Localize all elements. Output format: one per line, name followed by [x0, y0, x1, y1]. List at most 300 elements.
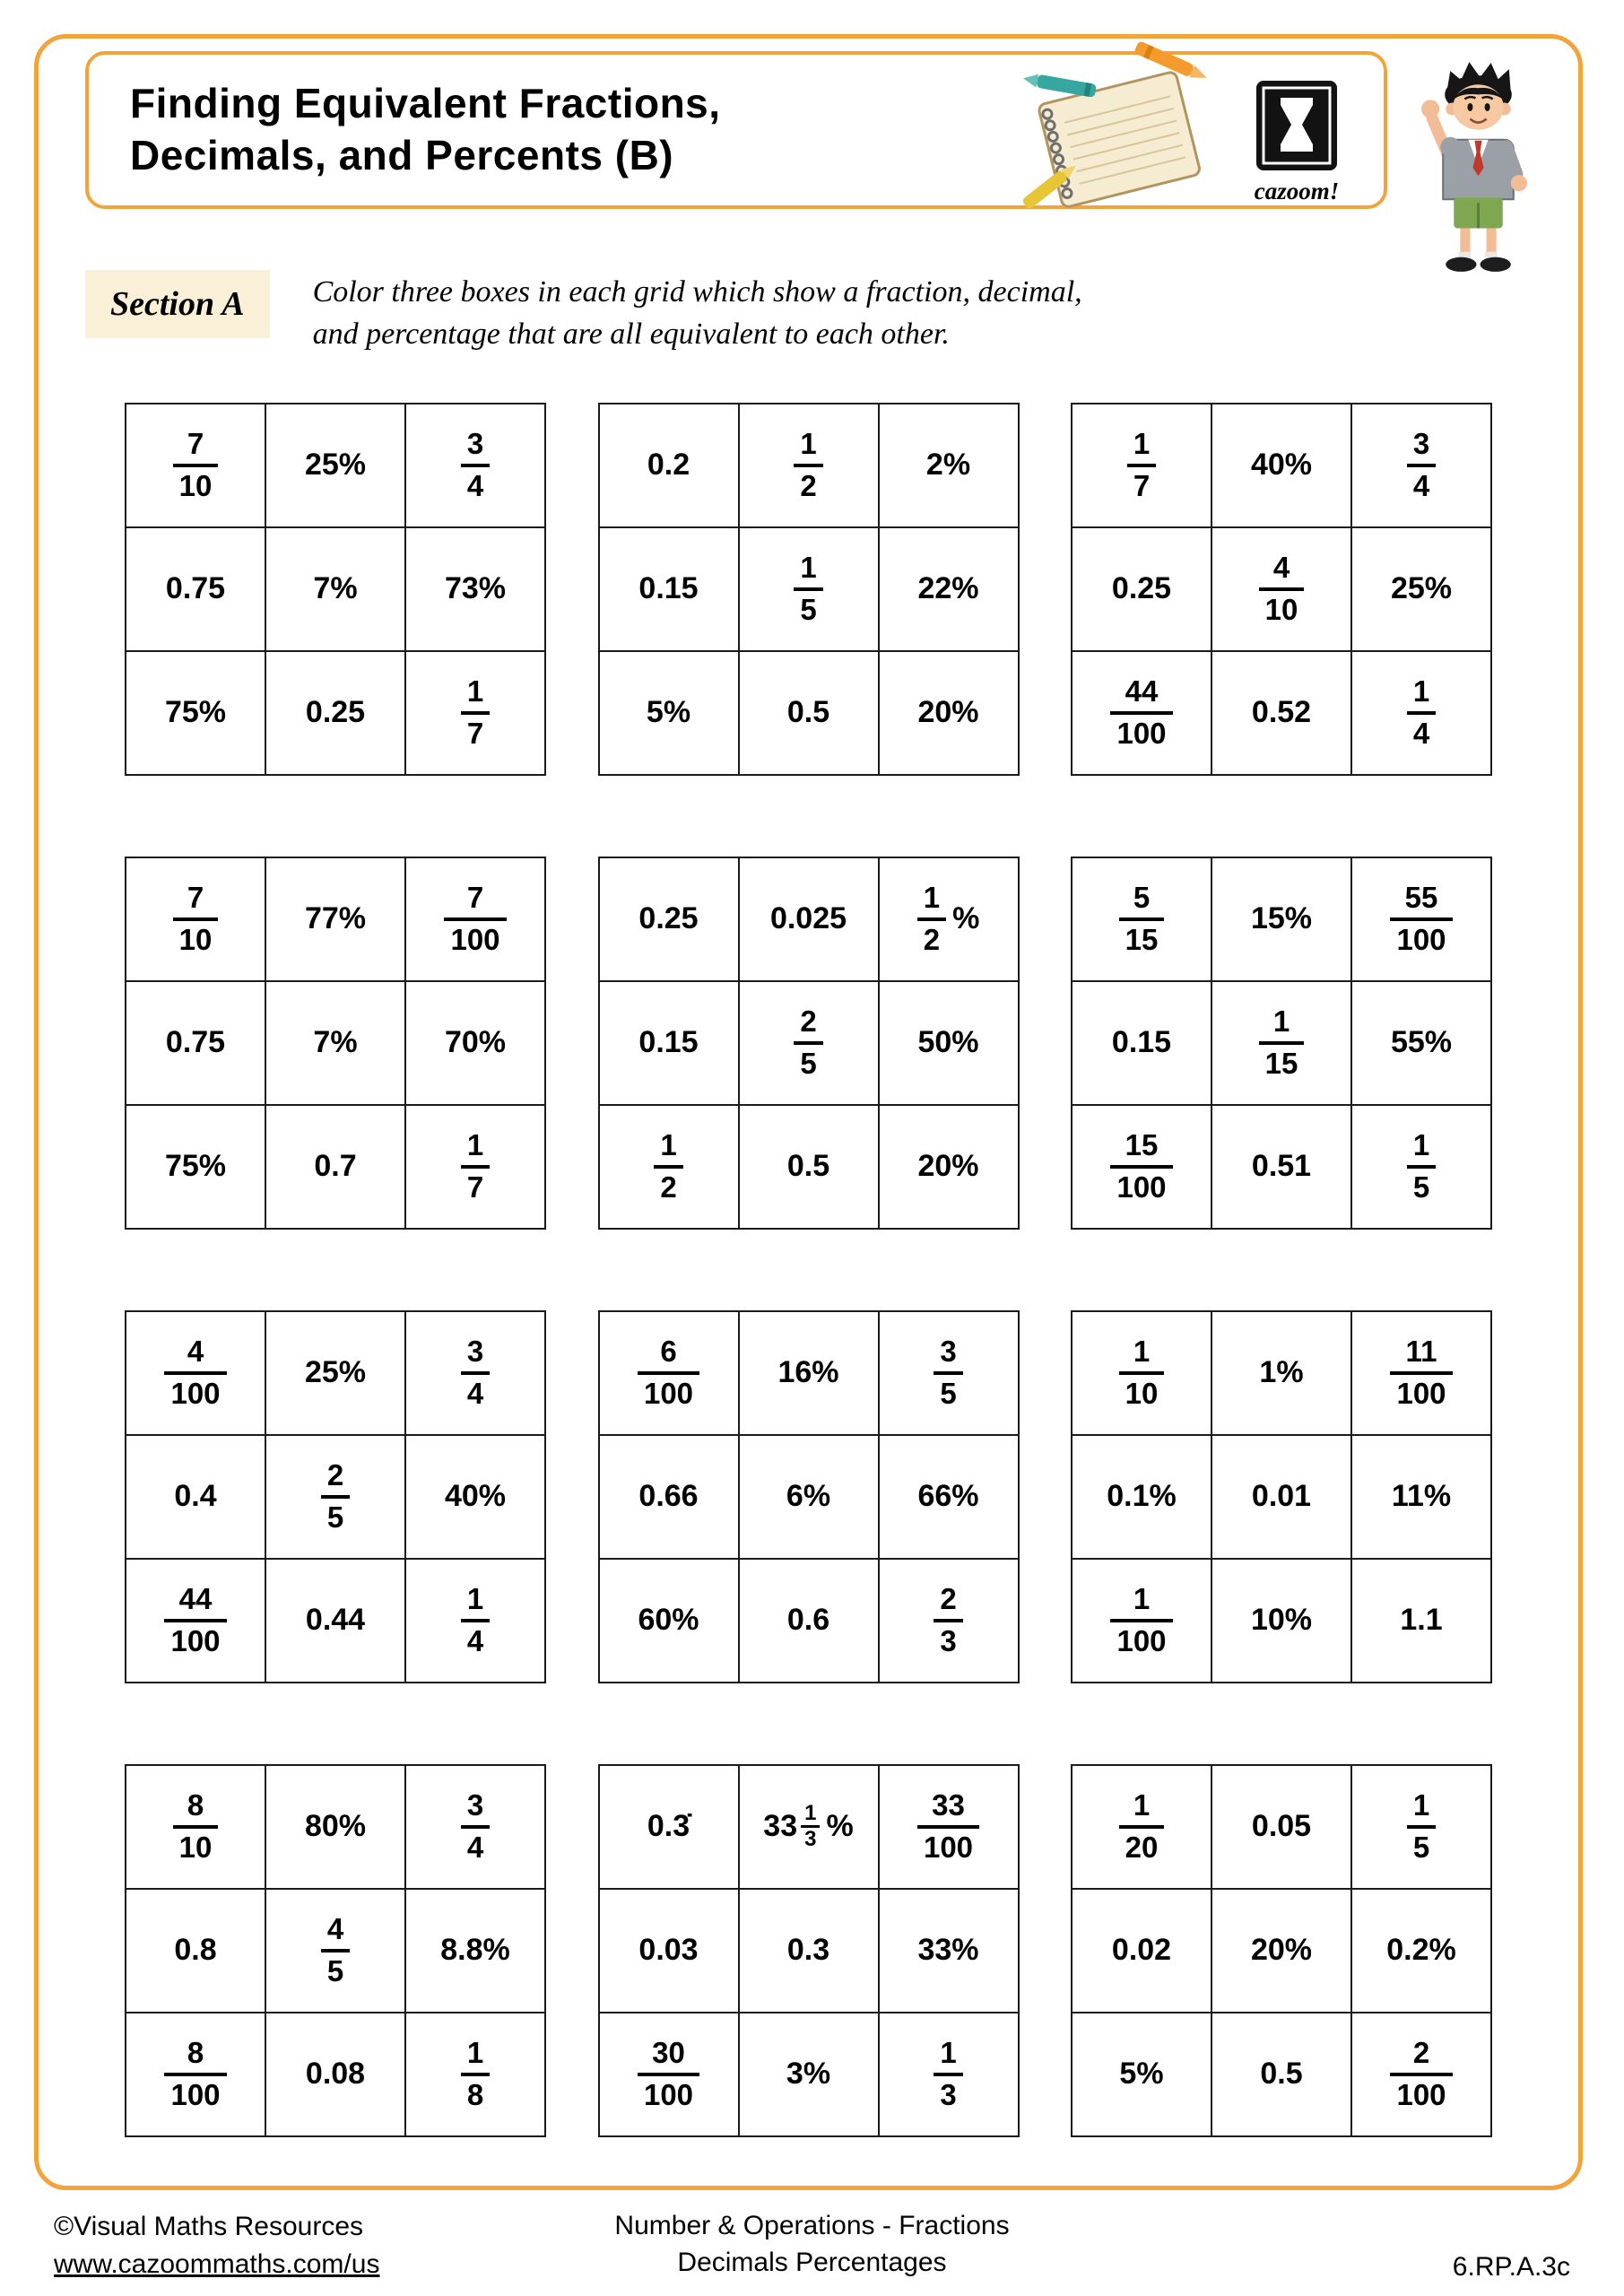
cazoom-logo-icon — [1255, 80, 1338, 171]
fraction — [917, 1789, 979, 1865]
grid-cell[interactable] — [740, 404, 880, 528]
grid-cell[interactable] — [266, 1890, 406, 2013]
grid-cell[interactable] — [1212, 404, 1352, 528]
fraction — [794, 552, 822, 627]
grid-cell[interactable] — [1073, 1560, 1212, 1683]
fraction-numerator: 1 — [1412, 1127, 1430, 1161]
fraction-numerator: 2 — [800, 1004, 817, 1038]
grid-cell[interactable] — [740, 1766, 880, 1890]
cell-text: 1% — [1259, 1355, 1304, 1390]
grid-cell[interactable] — [266, 858, 406, 982]
cell-text: 0.08 — [305, 2057, 366, 2092]
cazoom-logo — [1244, 80, 1350, 205]
grid-cell[interactable] — [1212, 1436, 1352, 1560]
grid-cell[interactable] — [126, 858, 266, 982]
cell-text: 50% — [917, 1025, 979, 1060]
worksheet-grid — [1071, 857, 1492, 1230]
cell-text: 20% — [1250, 1933, 1313, 1968]
cell-text: 3% — [786, 2057, 831, 2092]
grid-cell[interactable] — [1352, 652, 1492, 776]
grid-cell[interactable] — [1212, 652, 1352, 776]
fraction-numerator: 1 — [466, 674, 484, 708]
grid-cell[interactable] — [880, 1106, 1020, 1230]
fraction — [164, 2037, 226, 2112]
cell-text: 0.01 — [1251, 1479, 1312, 1514]
cell-text: 60% — [638, 1603, 699, 1638]
fraction — [1110, 1583, 1172, 1658]
worksheet-grid — [598, 403, 1020, 776]
fraction — [173, 428, 219, 503]
fraction-denominator: 2 — [923, 922, 941, 956]
grid-cell[interactable] — [1212, 858, 1352, 982]
fraction-denominator: 4 — [1412, 468, 1430, 502]
fraction-numerator: 3 — [466, 1787, 484, 1822]
cell-text: 0.15 — [638, 571, 699, 606]
grid-cell[interactable] — [740, 858, 880, 982]
cell-text: 0.15 — [1111, 1025, 1172, 1060]
grid-cell[interactable] — [266, 652, 406, 776]
grid-cell[interactable] — [600, 528, 740, 652]
grid-cell[interactable] — [1073, 982, 1212, 1106]
fraction — [461, 428, 490, 503]
cell-text: 0.25 — [638, 901, 699, 936]
copyright-text: ©Visual Maths Resources — [54, 2212, 364, 2241]
fraction — [801, 1800, 820, 1852]
fraction — [173, 882, 219, 957]
grid-cell[interactable] — [740, 2013, 880, 2137]
fraction-denominator: 15 — [1125, 922, 1159, 956]
grid-cell[interactable] — [740, 528, 880, 652]
grid-cell[interactable] — [740, 1560, 880, 1683]
grid-cell[interactable] — [406, 2013, 546, 2137]
grid-cell[interactable] — [740, 1312, 880, 1436]
grid-cell[interactable] — [266, 1766, 406, 1890]
fraction-denominator: 100 — [170, 1623, 221, 1657]
cell-text: 11% — [1391, 1479, 1452, 1514]
fraction — [461, 675, 490, 751]
fraction-numerator: 1 — [1272, 1004, 1290, 1038]
grid-cell[interactable] — [1073, 404, 1212, 528]
fraction-denominator: 100 — [1396, 922, 1446, 956]
grid-cell[interactable] — [600, 1766, 740, 1890]
grid-cell[interactable] — [406, 528, 546, 652]
fraction-numerator: 44 — [1125, 674, 1159, 708]
fraction-numerator: 2 — [940, 1581, 957, 1615]
fraction-denominator: 3 — [940, 1623, 957, 1657]
grid-cell[interactable] — [266, 528, 406, 652]
worksheet-grid — [125, 403, 546, 776]
grid-cell[interactable] — [406, 858, 546, 982]
cell-text: 0.44 — [305, 1603, 366, 1638]
grid-cell[interactable] — [1212, 1312, 1352, 1436]
worksheet-grid — [598, 1310, 1020, 1683]
fraction-denominator: 5 — [940, 1376, 957, 1410]
cell-text: 7% — [313, 571, 358, 606]
fraction-denominator: 4 — [466, 1623, 484, 1657]
fraction-numerator: 8 — [187, 2035, 204, 2069]
grid-cell[interactable] — [600, 982, 740, 1106]
grid-cell[interactable] — [600, 652, 740, 776]
fraction — [164, 1583, 226, 1658]
grid-cell[interactable] — [1073, 1890, 1212, 2013]
fraction — [461, 1335, 490, 1411]
grid-cell[interactable] — [1352, 1106, 1492, 1230]
fraction-numerator: 30 — [652, 2035, 685, 2069]
fraction-numerator: 1 — [800, 426, 817, 460]
grid-cell[interactable] — [1073, 1106, 1212, 1230]
grid-cell[interactable] — [740, 1436, 880, 1560]
grid-cell[interactable] — [126, 1560, 266, 1683]
fraction-denominator: 100 — [923, 1830, 974, 1864]
grid-cell[interactable] — [1352, 1560, 1492, 1683]
fraction — [638, 1335, 699, 1411]
footer-topic-line1: Number & Operations - Fractions — [614, 2211, 1010, 2240]
grid-cell[interactable] — [880, 1312, 1020, 1436]
cell-text: 33% — [917, 1933, 979, 1968]
fraction-numerator: 6 — [660, 1334, 677, 1368]
page-border — [34, 34, 1583, 2190]
fraction-numerator: 1 — [923, 880, 941, 914]
cell-text: 5% — [1119, 2057, 1164, 2092]
fraction-numerator: 1 — [1412, 1787, 1430, 1822]
grid-cell[interactable] — [406, 1436, 546, 1560]
fraction-numerator: 1 — [1412, 674, 1430, 708]
grid-cell[interactable] — [880, 1560, 1020, 1683]
fraction — [444, 882, 506, 957]
header — [39, 39, 1578, 247]
cell-text: 0.8 — [174, 1933, 217, 1968]
grid-cell[interactable] — [266, 982, 406, 1106]
cell-pre-text: 33 — [763, 1809, 798, 1844]
fraction — [461, 1583, 490, 1658]
crayon-teal-icon — [1022, 72, 1097, 98]
standard-code: 6.RP.A.3c — [1452, 2252, 1570, 2282]
footer — [34, 2208, 1590, 2283]
fraction-numerator: 4 — [187, 1334, 204, 1368]
grid-cell[interactable] — [406, 1312, 546, 1436]
fraction — [1407, 675, 1436, 751]
cell-text: 0.3 — [786, 1933, 830, 1968]
grid-cell[interactable] — [1352, 528, 1492, 652]
fraction-denominator: 100 — [450, 922, 500, 956]
grid-cell[interactable] — [1352, 1436, 1492, 1560]
grid-cell[interactable] — [406, 1106, 546, 1230]
cell-text: 0.5 — [786, 695, 830, 730]
fraction — [461, 1789, 490, 1865]
fraction-denominator: 100 — [643, 1376, 694, 1410]
cell-text: 0.3̇ — [647, 1809, 690, 1844]
fraction-denominator: 10 — [1125, 1376, 1159, 1410]
grid-cell[interactable] — [406, 1560, 546, 1683]
grid-cell[interactable] — [126, 2013, 266, 2137]
grid-cell[interactable] — [126, 652, 266, 776]
fraction-numerator: 1 — [940, 2035, 957, 2069]
grid-cell[interactable] — [406, 1890, 546, 2013]
grid-cell[interactable] — [406, 404, 546, 528]
fraction — [934, 1583, 962, 1658]
fraction-denominator: 5 — [326, 1500, 344, 1534]
grid-cell[interactable] — [266, 1106, 406, 1230]
fraction-denominator: 10 — [178, 1830, 213, 1864]
grid-cell[interactable] — [266, 404, 406, 528]
fraction-numerator: 7 — [187, 880, 204, 914]
cell-text: 1.1 — [1400, 1603, 1443, 1638]
fraction — [934, 1335, 962, 1411]
grid-cell[interactable] — [1073, 1436, 1212, 1560]
instructions-line1: Color three boxes in each grid which show a fraction, decimal, — [312, 275, 1082, 309]
fraction-denominator: 5 — [1412, 1170, 1430, 1204]
fraction — [321, 1913, 350, 1988]
grid-cell[interactable] — [600, 858, 740, 982]
grid-cell[interactable] — [1212, 2013, 1352, 2137]
fraction — [164, 1335, 226, 1411]
grid-cell[interactable] — [126, 1106, 266, 1230]
grid-cell[interactable] — [126, 1312, 266, 1436]
fraction — [461, 2037, 490, 2112]
grid-cell[interactable] — [1352, 1312, 1492, 1436]
cell-text: 8.8% — [440, 1933, 510, 1968]
section-label: Section A — [85, 270, 270, 338]
grid-cell[interactable] — [1212, 1890, 1352, 2013]
cell-text: 0.75 — [165, 571, 226, 606]
grid-cell[interactable] — [600, 1312, 740, 1436]
fraction-denominator: 3 — [804, 1827, 817, 1852]
cell-text: 0.52 — [1251, 695, 1312, 730]
cell-suffix-text: % — [952, 901, 980, 936]
footer-topic — [614, 2208, 1009, 2281]
fraction-denominator: 100 — [643, 2077, 694, 2111]
cell-text: 2% — [925, 448, 971, 483]
fraction-numerator: 1 — [800, 550, 817, 584]
fraction-denominator: 100 — [1396, 2077, 1446, 2111]
grid-cell[interactable] — [266, 1312, 406, 1436]
fraction — [794, 428, 822, 503]
worksheet-grid — [125, 1310, 546, 1683]
grid-cell[interactable] — [880, 858, 1020, 982]
fraction-denominator: 2 — [660, 1170, 677, 1204]
grid-cell[interactable] — [880, 982, 1020, 1106]
fraction — [917, 882, 946, 957]
fraction-numerator: 7 — [187, 426, 204, 460]
worksheet-grid — [598, 1764, 1020, 2137]
fraction — [1390, 2037, 1452, 2112]
cell-text: 5% — [646, 695, 691, 730]
grid-cell[interactable] — [600, 1890, 740, 2013]
grid-cell[interactable] — [1212, 982, 1352, 1106]
cell-text: 0.25 — [1111, 571, 1172, 606]
fraction — [1119, 1789, 1165, 1865]
grid-cell[interactable] — [880, 1766, 1020, 1890]
grid-cell[interactable] — [600, 1560, 740, 1683]
fraction-denominator: 4 — [1412, 716, 1430, 750]
cell-text: 75% — [164, 695, 227, 730]
fraction — [1119, 882, 1165, 957]
cell-text: 0.6 — [786, 1603, 830, 1638]
fraction — [1390, 882, 1452, 957]
fraction — [321, 1459, 350, 1535]
fraction-denominator: 100 — [1116, 1623, 1167, 1657]
fraction — [1119, 1335, 1165, 1411]
cell-text: 7% — [313, 1025, 358, 1060]
fraction-denominator: 100 — [1116, 1170, 1167, 1204]
fraction-denominator: 100 — [170, 2077, 221, 2111]
fraction-denominator: 5 — [800, 1046, 817, 1080]
title-box — [85, 51, 1387, 209]
worksheet-grid — [1071, 403, 1492, 776]
fraction-numerator: 3 — [466, 1334, 484, 1368]
grid-cell[interactable] — [880, 528, 1020, 652]
cell-text: 0.25 — [305, 695, 366, 730]
fraction — [1407, 428, 1436, 503]
grid-cell[interactable] — [1073, 858, 1212, 982]
cell-text: 0.51 — [1251, 1149, 1312, 1184]
website-link[interactable]: www.cazoommaths.com/us — [54, 2249, 380, 2279]
fraction-denominator: 10 — [178, 468, 213, 502]
grid-cell[interactable] — [1212, 1560, 1352, 1683]
cell-text: 40% — [444, 1479, 507, 1514]
fraction-numerator: 3 — [1412, 426, 1430, 460]
grid-cell[interactable] — [266, 1436, 406, 1560]
fraction — [173, 1789, 219, 1865]
grid-cell[interactable] — [1352, 404, 1492, 528]
grid-cell[interactable] — [600, 1106, 740, 1230]
grid-cell[interactable] — [1073, 1766, 1212, 1890]
section-row — [39, 270, 1578, 356]
boy-illustration — [1394, 53, 1562, 279]
cell-text: 20% — [917, 1149, 979, 1184]
cell-text: 0.15 — [638, 1025, 699, 1060]
fraction-numerator: 3 — [940, 1334, 957, 1368]
grid-cell[interactable] — [1352, 1766, 1492, 1890]
cell-text: 0.025 — [769, 901, 847, 936]
fraction-numerator: 8 — [187, 1787, 204, 1822]
fraction — [1127, 428, 1156, 503]
fraction-numerator: 1 — [1133, 1334, 1151, 1368]
fraction-denominator: 5 — [1412, 1830, 1430, 1864]
grid-cell[interactable] — [126, 1890, 266, 2013]
grid-cell[interactable] — [600, 1436, 740, 1560]
fraction-denominator: 100 — [1396, 1376, 1446, 1410]
grid-cell[interactable] — [406, 982, 546, 1106]
grid-cell[interactable] — [1212, 1766, 1352, 1890]
fraction — [1259, 1005, 1305, 1081]
grid-cell[interactable] — [126, 1436, 266, 1560]
fraction-denominator: 10 — [178, 922, 213, 956]
grid-cell[interactable] — [1352, 2013, 1492, 2137]
grid-cell[interactable] — [266, 1560, 406, 1683]
cell-suffix-text: % — [826, 1809, 854, 1844]
grid-cell[interactable] — [1073, 528, 1212, 652]
footer-left — [54, 2208, 379, 2283]
fraction-numerator: 33 — [932, 1787, 965, 1822]
grid-cell[interactable] — [740, 1890, 880, 2013]
fraction-denominator: 7 — [466, 716, 484, 750]
fraction-denominator: 100 — [1116, 716, 1167, 750]
fraction-denominator: 2 — [800, 468, 817, 502]
cell-text: 10% — [1250, 1603, 1313, 1638]
grid-cell[interactable] — [1212, 1106, 1352, 1230]
grid-cell[interactable] — [880, 1890, 1020, 2013]
fraction-numerator: 1 — [466, 1127, 484, 1161]
grid-cell[interactable] — [740, 652, 880, 776]
page-title-line1: Finding Equivalent Fractions, — [130, 80, 721, 126]
worksheet-grid — [1071, 1764, 1492, 2137]
fraction-numerator: 7 — [466, 880, 484, 914]
fraction — [1110, 1129, 1172, 1205]
grid-cell[interactable] — [1073, 652, 1212, 776]
fraction — [654, 1129, 682, 1205]
worksheet-grid — [125, 857, 546, 1230]
grid-cell[interactable] — [1073, 2013, 1212, 2137]
cazoom-logo-text: cazoom! — [1254, 178, 1340, 204]
grid-cell[interactable] — [1073, 1312, 1212, 1436]
fraction-denominator: 20 — [1125, 1830, 1159, 1864]
fraction — [1259, 552, 1305, 627]
notebook-icon — [1015, 44, 1226, 222]
fraction-numerator: 5 — [1133, 880, 1151, 914]
grid-cell[interactable] — [126, 1766, 266, 1890]
fraction-numerator: 1 — [804, 1800, 817, 1825]
grid-cell[interactable] — [126, 528, 266, 652]
grid-cell[interactable] — [126, 982, 266, 1106]
page-title-line2: Decimals, and Percents (B) — [130, 131, 674, 178]
cell-text: 0.75 — [165, 1025, 226, 1060]
fraction-denominator: 10 — [1264, 592, 1298, 626]
instructions — [313, 270, 1082, 356]
cell-text: 0.66 — [638, 1479, 699, 1514]
fraction — [1407, 1789, 1436, 1865]
grid-cell[interactable] — [1352, 982, 1492, 1106]
fraction-numerator: 2 — [1412, 2035, 1430, 2069]
worksheet-grid — [1071, 1310, 1492, 1683]
fraction-denominator: 7 — [1133, 468, 1151, 502]
fraction-denominator: 4 — [466, 468, 484, 502]
cell-text: 80% — [304, 1809, 367, 1844]
grid-cell[interactable] — [740, 1106, 880, 1230]
grid-cell[interactable] — [740, 982, 880, 1106]
grid-cell[interactable] — [1212, 528, 1352, 652]
cell-text: 66% — [917, 1479, 979, 1514]
grid-cell[interactable] — [880, 2013, 1020, 2137]
grid-cell[interactable] — [880, 652, 1020, 776]
grid-cell[interactable] — [1352, 858, 1492, 982]
grid-cell[interactable] — [126, 404, 266, 528]
grid-cell[interactable] — [600, 404, 740, 528]
cell-text: 0.1% — [1107, 1479, 1177, 1514]
grid-cell[interactable] — [880, 1436, 1020, 1560]
grid-cell[interactable] — [266, 2013, 406, 2137]
grid-cell[interactable] — [880, 404, 1020, 528]
grids-container — [39, 403, 1578, 2137]
grid-cell[interactable] — [406, 652, 546, 776]
fraction — [638, 2037, 699, 2112]
cell-text: 75% — [164, 1149, 227, 1184]
fraction — [1110, 675, 1172, 751]
fraction — [461, 1129, 490, 1205]
worksheet-grid — [598, 857, 1020, 1230]
fraction-denominator: 5 — [326, 1953, 344, 1987]
cell-text: 0.5 — [786, 1149, 830, 1184]
grid-cell[interactable] — [406, 1766, 546, 1890]
cell-text: 0.2 — [647, 448, 690, 483]
grid-cell[interactable] — [1352, 1890, 1492, 2013]
grid-cell[interactable] — [600, 2013, 740, 2137]
fraction-numerator: 1 — [1133, 1787, 1151, 1822]
fraction-denominator: 4 — [466, 1376, 484, 1410]
fraction-numerator: 44 — [178, 1581, 213, 1615]
fraction-numerator: 55 — [1404, 880, 1438, 914]
footer-topic-line2: Decimals Percentages — [677, 2247, 947, 2277]
